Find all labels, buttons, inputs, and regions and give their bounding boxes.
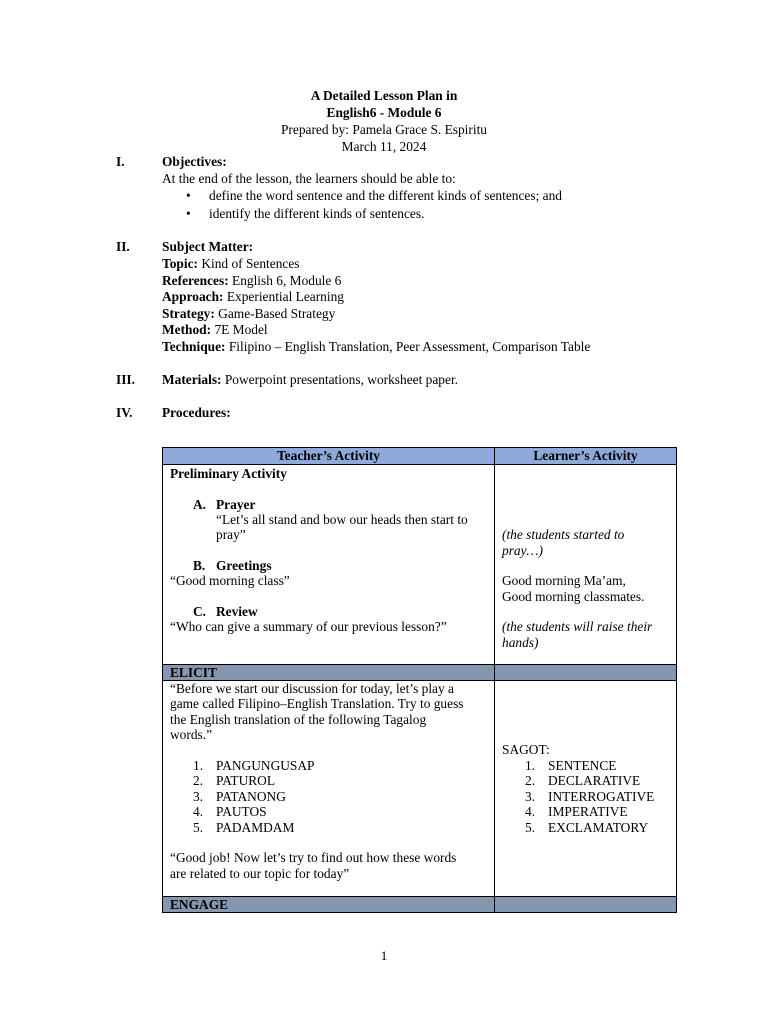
method-value: 7E Model [211, 322, 268, 337]
learner-review: (the students will raise their [502, 619, 653, 634]
elicit-intro-line: the English translation of the following Tagalog [170, 712, 427, 727]
elicit-teacher-cell [163, 681, 495, 897]
table-row [163, 465, 677, 665]
engage-section-row [163, 897, 677, 913]
preliminary-teacher-cell [163, 465, 495, 665]
document-subtitle: English6 - Module 6 [326, 105, 442, 120]
objectives-numeral: I. [116, 154, 125, 169]
elicit-section-row [163, 665, 677, 681]
subject-references [162, 272, 341, 289]
tagalog-word: PADAMDAM [216, 820, 295, 835]
table-header-row [163, 448, 677, 465]
subject-technique [162, 338, 590, 355]
prayer-line: “Let’s all stand and bow our heads then start to [216, 512, 468, 527]
engage-label-empty [495, 897, 677, 913]
list-item: 5. [525, 820, 536, 835]
learner-review: hands) [502, 635, 539, 650]
elicit-label: ELICIT [163, 665, 495, 681]
list-item: 2. [525, 773, 536, 788]
list-item: 1. [525, 758, 536, 773]
document-title: A Detailed Lesson Plan in [310, 88, 458, 103]
page-number: 1 [380, 948, 388, 963]
approach-value: Experiential Learning [223, 289, 344, 304]
list-item: 2. [193, 773, 204, 788]
english-answer: INTERROGATIVE [548, 789, 655, 804]
list-item: 4. [193, 804, 204, 819]
list-item: 1. [193, 758, 204, 773]
english-answer: SENTENCE [548, 758, 617, 773]
answer-label: SAGOT: [502, 742, 550, 757]
learner-prayer: (the students started to [502, 527, 625, 542]
list-item: 4. [525, 804, 536, 819]
teacher-activity-header: Teacher’s Activity [163, 448, 495, 465]
review-letter: C. [193, 604, 207, 619]
greetings-letter: B. [193, 558, 206, 573]
tagalog-word: PANGUNGUSAP [216, 758, 315, 773]
review-quote: “Who can give a summary of our previous lesson?” [170, 619, 447, 634]
greetings-title: Greetings [216, 558, 272, 573]
materials-label: Materials: [162, 372, 222, 387]
document-date: March 11, 2024 [341, 139, 427, 154]
table-row [163, 681, 677, 897]
prepared-by: Prepared by: Pamela Grace S. Espiritu [280, 122, 487, 137]
materials-value: Powerpoint presentations, worksheet paper. [221, 372, 459, 387]
procedures-table [162, 447, 677, 913]
subject-approach [162, 288, 344, 305]
references-value: English 6, Module 6 [228, 273, 342, 288]
materials-numeral: III. [116, 372, 135, 387]
prayer-letter: A. [193, 497, 207, 512]
bullet-icon: • [186, 188, 191, 203]
technique-value: Filipino – English Translation, Peer Assessment, Comparison Table [225, 339, 591, 354]
list-item: 3. [193, 789, 204, 804]
strategy-label: Strategy: [162, 306, 215, 321]
approach-label: Approach: [162, 289, 224, 304]
strategy-value: Game-Based Strategy [214, 306, 336, 321]
tagalog-word: PAUTOS [216, 804, 267, 819]
elicit-closing-line: are related to our topic for today” [170, 866, 350, 881]
tagalog-word: PATUROL [216, 773, 276, 788]
preliminary-learner-cell [495, 465, 677, 665]
english-answer: IMPERATIVE [548, 804, 628, 819]
procedures-numeral: IV. [116, 405, 133, 420]
procedures-heading: Procedures: [162, 405, 231, 420]
learner-greeting: Good morning Ma’am, [502, 573, 626, 588]
subject-topic [162, 255, 300, 272]
elicit-closing-line: “Good job! Now let’s try to find out how these words [170, 850, 457, 865]
objective-item: define the word sentence and the different kinds of sentences; and [209, 188, 562, 203]
list-item: 5. [193, 820, 204, 835]
engage-label: ENGAGE [163, 897, 495, 913]
subject-method [162, 321, 268, 338]
elicit-intro-line: game called Filipino–English Translation. Try to guess [170, 696, 464, 711]
objective-item: identify the different kinds of sentences. [209, 206, 425, 221]
elicit-label-empty [495, 665, 677, 681]
bullet-icon: • [186, 206, 191, 221]
objectives-heading: Objectives: [162, 154, 227, 169]
objectives-intro: At the end of the lesson, the learners should be able to: [162, 171, 456, 186]
elicit-intro-line: words.” [170, 727, 213, 742]
learner-activity-header: Learner’s Activity [495, 448, 677, 465]
elicit-learner-cell [495, 681, 677, 897]
topic-value: Kind of Sentences [197, 256, 300, 271]
materials-line [162, 371, 458, 388]
learner-greeting: Good morning classmates. [502, 589, 645, 604]
english-answer: DECLARATIVE [548, 773, 641, 788]
subject-matter-numeral: II. [116, 239, 130, 254]
subject-strategy [162, 305, 335, 322]
preliminary-title: Preliminary Activity [170, 466, 287, 481]
review-title: Review [216, 604, 258, 619]
method-label: Method: [162, 322, 212, 337]
english-answer: EXCLAMATORY [548, 820, 649, 835]
prayer-title: Prayer [216, 497, 256, 512]
references-label: References: [162, 273, 229, 288]
list-item: 3. [525, 789, 536, 804]
elicit-intro-line: “Before we start our discussion for today, let’s play a [170, 681, 454, 696]
topic-label: Topic: [162, 256, 198, 271]
greetings-quote: “Good morning class” [170, 573, 290, 588]
tagalog-word: PATANONG [216, 789, 286, 804]
prayer-line: pray” [216, 527, 246, 542]
learner-prayer: pray…) [502, 543, 543, 558]
technique-label: Technique: [162, 339, 226, 354]
subject-matter-heading: Subject Matter: [162, 239, 254, 254]
